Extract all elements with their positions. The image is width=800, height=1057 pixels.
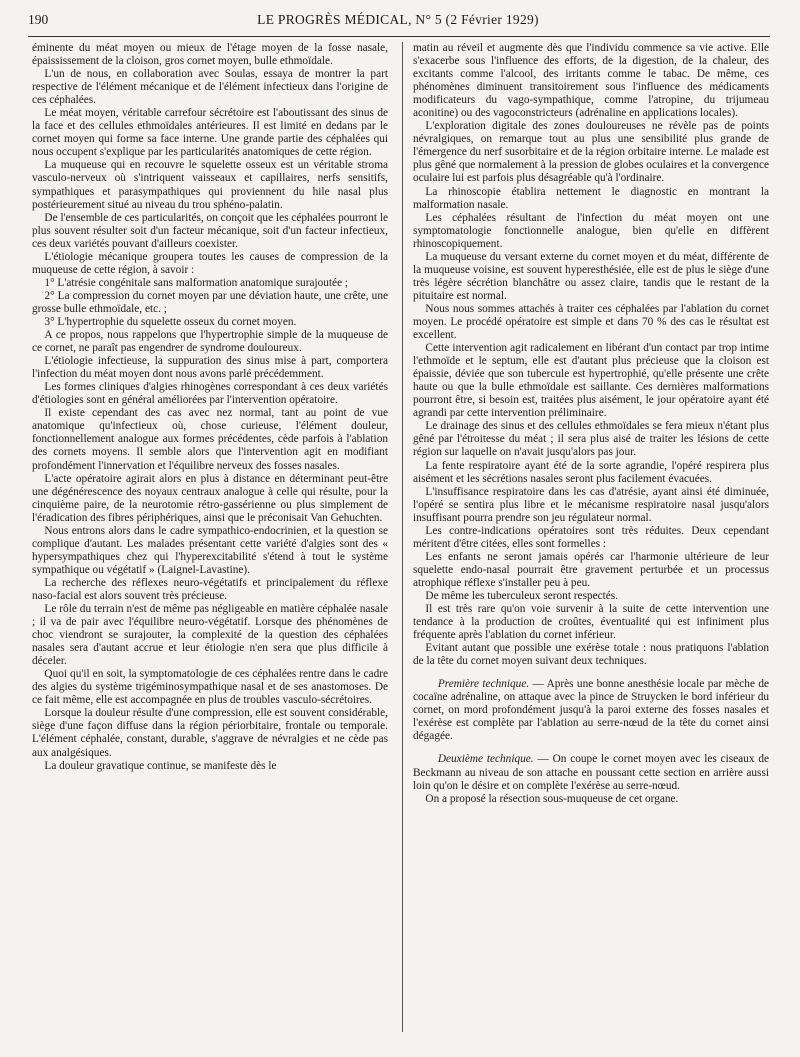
header-rule [28, 36, 770, 37]
paragraph: La muqueuse du versant externe du cornet moyen et du méat, différente de la muqueuse voisine, est souvent hyperesthésiée, elle est de plus le siège d'une très légère sécrétion blanchâtre ou assez claire, tandis que le restant de la pituitaire est normal. [413, 250, 769, 302]
technique-paragraph [413, 753, 769, 792]
paragraph: L'insuffisance respiratoire dans les cas d'atrésie, ayant ainsi été diminuée, l'opéré se sentira plus libre et le mécanisme respiratoire nasal jusqu'alors insuffisant pourra prendre son jeu régulateur normal. [413, 485, 769, 524]
paragraph: On a proposé la résection sous-muqueuse de cet organe. [425, 792, 679, 805]
paragraph: De l'ensemble de ces particularités, on conçoit que les céphalées pourront le plus souvent résulter soit d'un facteur mécanique, soit d'un facteur infectieux, ces deux variétés pouvant d'ailleurs coexister. [32, 211, 388, 250]
paragraph: Il existe cependant des cas avec nez normal, tant au point de vue anatomique qu'infectieux où, chose curieuse, l'élément douleur, fonctionnellement analogue aux formes précédentes, cède parfois à l'ablation des cornets moyens. Il semble alors que l'intervention agit en modifiant profondément l'innervation et l'équilibre nerveux des fosses nasales. [32, 407, 388, 472]
technique-label: Deuxième technique. [437, 753, 534, 766]
column-divider [402, 42, 403, 1032]
paragraph: L'étiologie mécanique groupera toutes les causes de compression de la muqueuse de cette région, à savoir : [32, 250, 388, 276]
paragraph: 2° La compression du cornet moyen par une déviation haute, une crête, une grosse bulle ethmoïdale, etc. ; [32, 289, 388, 315]
paragraph: La muqueuse qui en recouvre le squelette osseux est un véritable stroma vasculo-nerveux où s'intriquent vaisseaux et capillaires, nerfs sensitifs, sympathiques et parasympathiques qui proviennent du hile nasal plus postérieurement situé au niveau du trou sphéno-palatin. [32, 159, 388, 211]
paragraph: Lorsque la douleur résulte d'une compression, elle est souvent considérable, siège d'une façon diffuse dans la région périorbitaire, frontale ou temporale. L'élément céphalée, constant, durable, s'aggrave de névralgies et ne cède pas aux analgésiques. [32, 707, 388, 759]
journal-title: LE PROGRÈS MÉDICAL, N° 5 (2 Février 1929) [257, 12, 539, 27]
paragraph: L'exploration digitale des zones douloureuses ne révèle pas de points névralgiques, on remarque tout au plus une sensibilité plus grande de l'émergence du nerf susorbitaire et de la région orbitaire interne. Le malade est plus gêné que normalement à la pression de globes oculaires et la convergence oculaire lui est parfois plus désagréable qu'à l'ordinaire. [413, 120, 769, 185]
paragraph: L'acte opératoire agirait alors en plus à distance en déterminant peut-être une dégénérescence des noyaux centraux analogue à celle qui résulte, pour la cinquième paire, de la neurotomie rétro-gassérienne ou plus simplement de l'éradication des fibres périphériques, ainsi que le préconisait Van Gehuchten. [32, 472, 388, 524]
technique-paragraph [413, 678, 769, 743]
paragraph: Il est très rare qu'on voie survenir à la suite de cette intervention une tendance à la production de croûtes, éventualité qui est infiniment plus fréquente après l'ablation du cornet inférieur. [413, 603, 769, 642]
left-column [32, 42, 388, 1039]
paragraph: Le méat moyen, véritable carrefour sécrétoire est l'aboutissant des sinus de la face et des cellules ethmoïdales antérieures. Il est limité en dedans par le cornet moyen qui forme sa face interne. Une grande partie des céphalées qui nous occupent s'explique par les particularités anatomiques de cette région. [32, 107, 388, 159]
paragraph: Les formes cliniques d'algies rhinogènes correspondant à ces deux variétés d'étiologies sont en général améliorées par l'intervention opératoire. [32, 381, 388, 407]
paragraph: Quoi qu'il en soit, la symptomatologie de ces céphalées rentre dans le cadre des algies du système trigéminosympathique nasal et de ses anastomoses. De ce fait même, elle est accompagnée en plus de troubles vasculo-sécrétoires. [32, 668, 388, 707]
paragraph: De même les tuberculeux seront respectés. [425, 589, 619, 602]
paragraph: Les contre-indications opératoires sont très réduites. Deux cependant méritent d'être citées, elles sont formelles : [413, 524, 769, 550]
right-column [413, 42, 769, 1039]
paragraph: A ce propos, nous rappelons que l'hypertrophie simple de la muqueuse de ce cornet, ne paraît pas engendrer de syndrome douloureux. [32, 329, 388, 355]
paragraph: Le drainage des sinus et des cellules ethmoïdales se fera mieux n'étant plus gêné par l'étroitesse du méat ; il sera plus aisé de traiter les lésions de cette région sur laquelle on n'avait jusqu'alors pas jour. [413, 420, 769, 459]
technique-label: Première technique. [437, 678, 530, 691]
paragraph: Les enfants ne seront jamais opérés car l'harmonie ultérieure de leur squelette endo-nasal pourrait être gravement perturbée et un processus atrophique réflexe s'installer peu à peu. [413, 550, 769, 589]
paragraph: Nous entrons alors dans le cadre sympathico-endocrinien, et la question se complique d'autant. Les malades présentant cette variété d'algies sont des « hypersympathiques chez qui l'hyperexcitabilité s'étend à tout le système sympathique ou végétatif » (Laignel-Lavastine). [32, 524, 388, 576]
paragraph: éminente du méat moyen ou mieux de l'étage moyen de la fosse nasale, épaississement de la cloison, gros cornet moyen, bulle ethmoïdale. [32, 42, 388, 68]
paragraph: La rhinoscopie établira nettement le diagnostic en montrant la malformation nasale. [413, 185, 769, 211]
paragraph: 1° L'atrésie congénitale sans malformation anatomique surajoutée ; [44, 276, 349, 289]
paragraph: Les céphalées résultant de l'infection du méat moyen ont une symptomatologie fonctionnelle analogue, bien qu'elle en diffèrent rhinoscopiquement. [413, 211, 769, 250]
paragraph: 3° L'hypertrophie du squelette osseux du cornet moyen. [44, 315, 297, 328]
paragraph: matin au réveil et augmente dès que l'individu commence sa vie active. Elle s'exacerbe sous l'influence des efforts, de la digestion, de la chaleur, des excitants comme l'alcool, des irritants comme le tabac. De même, ces phénomènes diminuent transitoirement sous l'influence des médicaments modificateurs du vago-sympathique, comme l'atropine, du trijumeau aconitine) ou des vagoconstricteurs (adrénaline en applications locales). [413, 42, 769, 120]
paragraph: Nous nous sommes attachés à traiter ces céphalées par l'ablation du cornet moyen. Le procédé opératoire est simple et dans 70 % des cas le résultat est excellent. [413, 302, 769, 342]
technique-text: — On coupe le cornet moyen avec les ciseaux de Beckmann au niveau de son attache en poussant cette section en arrière aussi loin qu'on le désire et on complète l'exérèse au serre-nœud. [413, 753, 769, 792]
technique-text: — Après une bonne anesthésie locale par mèche de cocaïne adrénaline, on attaque avec la pince de Struycken le bord inférieur du cornet, on mord profondément jusqu'à la paroi externe des fosses nasales et l'exérèse est complète par l'ablation au serre-nœud de la tête du cornet ainsi dégagée. [413, 678, 769, 743]
paragraph: Evitant autant que possible une exérèse totale : nous pratiquons l'ablation de la tête du cornet moyen suivant deux techniques. [413, 642, 769, 668]
page-number: 190 [28, 12, 49, 27]
paragraph: La douleur gravatique continue, se manifeste dès le [44, 759, 277, 772]
paragraph: La recherche des réflexes neuro-végétatifs et principalement du réflexe naso-facial est alors souvent très précieuse. [32, 576, 388, 602]
paragraph: L'un de nous, en collaboration avec Soulas, essaya de montrer la part respective de l'élément mécanique et de l'élément infectieux dans l'origine de ces céphalées. [32, 68, 388, 107]
paragraph: Le rôle du terrain n'est de même pas négligeable en matière céphalée nasale ; il va de pair avec l'équilibre neuro-végétatif. Lorsque des phénomènes de choc viendront se surajouter, la complexité de la question des céphalées nasales sera d'autant accrue et leur étiologie n'en sera que plus difficile à déceler. [32, 603, 388, 668]
paragraph: Cette intervention agit radicalement en libérant d'un contact par trop intime l'ethmoïde et le septum, elle est d'autant plus précieuse que la cloison est épaissie, déviée que son tubercule est hypertrophié, qu'elle présente une crête haute ou que la bulle ethmoïdale est saillante. Ces dernières malformations pourront être, si besoin est, traitées plus aisément, le jour opératoire ayant été agrandi par cette intervention préliminaire. [413, 342, 769, 420]
paragraph: L'étiologie infectieuse, la suppuration des sinus mise à part, comportera l'infection du méat moyen dont nous avons parlé précédemment. [32, 355, 388, 381]
running-header [28, 12, 768, 34]
paragraph: La fente respiratoire ayant été de la sorte agrandie, l'opéré respirera plus aisément et les sécrétions nasales seront plus facilement évacuées. [413, 459, 769, 485]
